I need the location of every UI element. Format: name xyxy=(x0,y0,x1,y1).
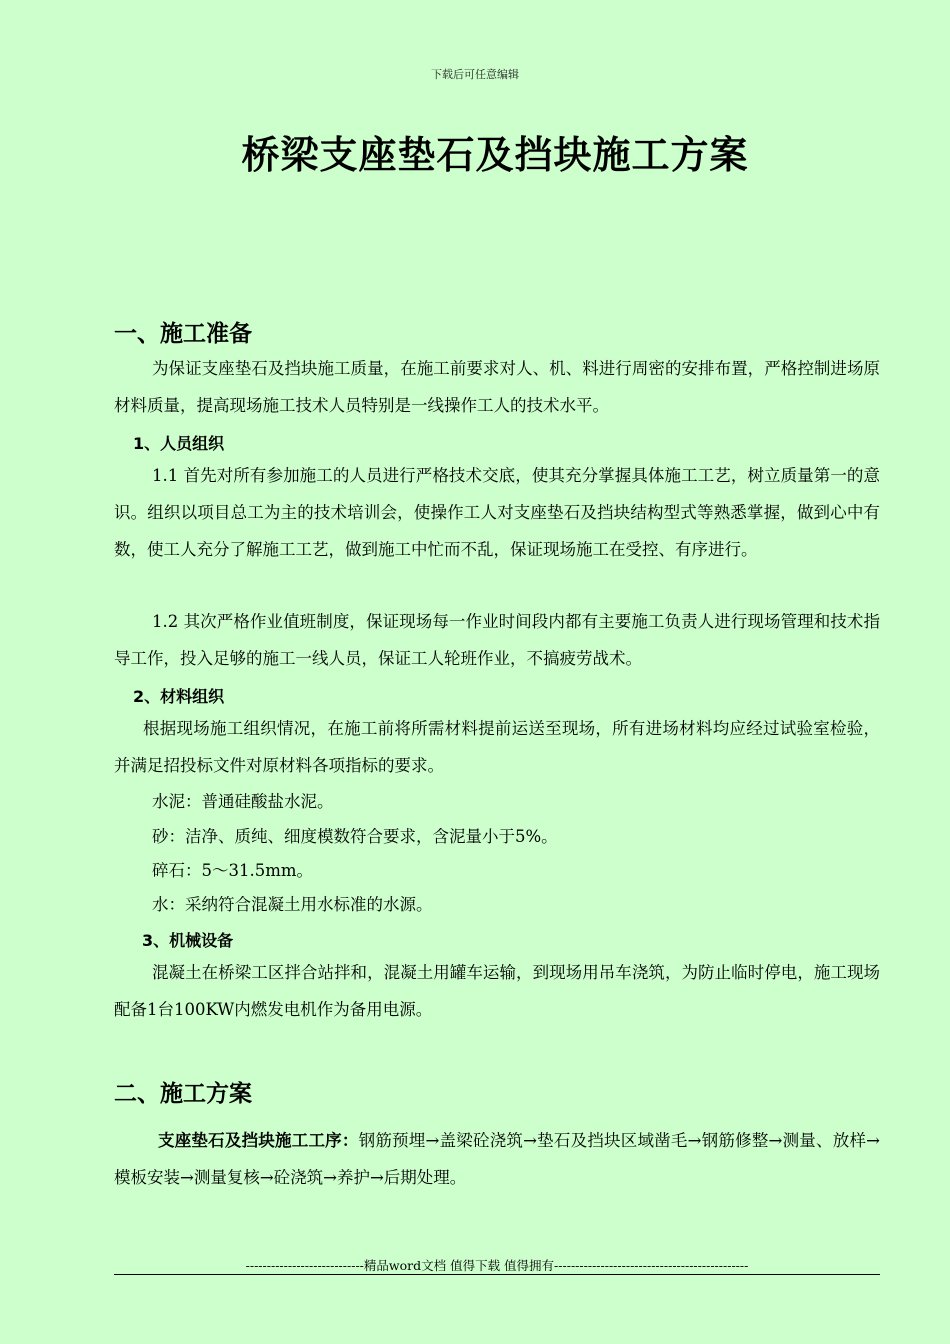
paragraph-1-2 xyxy=(114,603,880,677)
procedure-text: 钢筋预埋→盖梁砼浇筑→垫石及挡块区域凿毛→钢筋修整→测量、放样→模板安装→测量复核→砼浇筑→养护→后期处理。 xyxy=(114,1131,880,1187)
footer-text: ----------------------------精品word文档 值得下载 值得拥有---------------------------------------------- xyxy=(245,1258,749,1273)
subsection-materials-heading: 2、材料组织 xyxy=(133,687,225,706)
paragraph-1-1-number: 1.1 xyxy=(152,466,179,485)
materials-paragraph: 根据现场施工组织情况，在施工前将所需材料提前运送至现场，所有进场材料均应经过试验室检验，并满足招投标文件对原材料各项指标的要求。 xyxy=(114,719,880,775)
section-1-intro: 为保证支座垫石及挡块施工质量，在施工前要求对人、机、料进行周密的安排布置，严格控制进场原材料质量，提高现场施工技术人员特别是一线操作工人的技术水平。 xyxy=(114,359,880,415)
procedure-label: 支座垫石及挡块施工工序： xyxy=(158,1131,359,1150)
paragraph-1-1-text: 首先对所有参加施工的人员进行严格技术交底，使其充分掌握具体施工工艺，树立质量第一的意识。组织以项目总工为主的技术培训会，使操作工人对支座垫石及挡块结构型式等熟悉掌握，做到心中有数，使工人充分了解施工工艺，做到施工中忙而不乱，保证现场施工在受控、有序进行。 xyxy=(114,466,881,559)
section-2-heading: 二、施工方案 xyxy=(114,1081,252,1107)
material-item-cement: 水泥：普通硅酸盐水泥。 xyxy=(152,792,334,811)
paragraph-1-2-text: 其次严格作业值班制度，保证现场每一作业时间段内都有主要施工负责人进行现场管理和技术指导工作，投入足够的施工一线人员，保证工人轮班作业，不搞疲劳战术。 xyxy=(114,612,881,668)
subsection-personnel-heading: 1、人员组织 xyxy=(133,434,225,453)
section-1-heading: 一、施工准备 xyxy=(114,321,252,347)
subsection-machinery-heading: 3、机械设备 xyxy=(142,931,234,950)
footer-divider xyxy=(114,1274,880,1275)
paragraph-1-2-number: 1.2 xyxy=(152,612,179,631)
document-title: 桥梁支座垫石及挡块施工方案 xyxy=(241,133,749,177)
machinery-paragraph: 混凝土在桥梁工区拌合站拌和，混凝土用罐车运输，到现场用吊车浇筑，为防止临时停电，施工现场配备1台100KW内燃发电机作为备用电源。 xyxy=(114,963,880,1019)
header-note: 下载后可任意编辑 xyxy=(431,68,519,81)
material-item-water: 水：采纳符合混凝土用水标准的水源。 xyxy=(152,895,433,914)
procedure-paragraph xyxy=(114,1122,880,1196)
material-item-sand: 砂：洁净、质纯、细度模数符合要求，含泥量小于5%。 xyxy=(152,827,558,846)
paragraph-1-1 xyxy=(114,457,880,568)
material-item-gravel: 碎石：5～31.5mm。 xyxy=(152,861,314,880)
